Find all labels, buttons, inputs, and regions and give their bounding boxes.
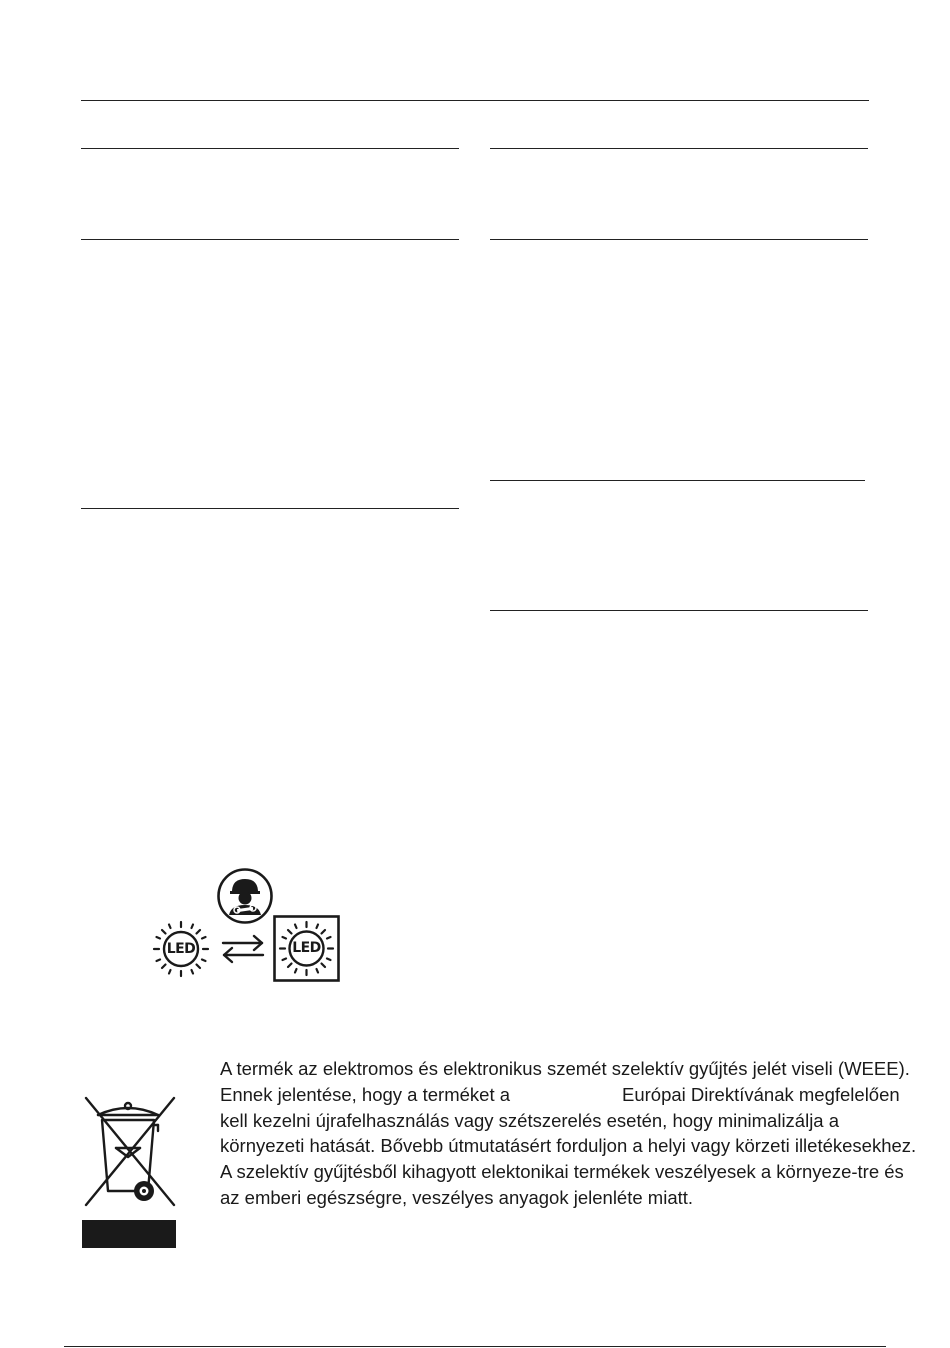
weee-paragraph-3: A szelektív gyűjtésből kihagyott elektonikai termékek veszélyesek a környeze-tre és az emberi egészségre, veszélyes anyagok jelenléte miatt.	[220, 1161, 904, 1208]
weee-paragraph-2-start: Ennek jelentése, hogy a terméket a	[220, 1083, 511, 1105]
top-rule	[81, 100, 869, 101]
weee-paragraph-2-end: Európai Direktívának megfelelően kell kezelni újrafelhasználás vagy szétszerelés esetén, hogy minimalizálja a környezeti hatását. Bővebb útmutatásért forduljon a helyi vagy körzeti illetékesekhez.	[220, 1083, 917, 1157]
weee-paragraph-1: A termék az elektromos és elektronikus szemét szelektív gyűjtés jelét viseli (WEEE).	[220, 1058, 910, 1079]
weee-paragraph-2	[220, 1082, 920, 1159]
crossed-bin-icon	[80, 1093, 180, 1250]
right-rule-1	[490, 148, 868, 149]
technician-icon	[216, 867, 274, 925]
bottom-rule	[64, 1346, 886, 1347]
led-bulb-label: LED	[166, 941, 196, 957]
right-rule-3	[490, 480, 865, 481]
weee-notice	[220, 1056, 920, 1211]
right-rule-2	[490, 239, 868, 240]
swap-arrows-icon	[221, 934, 265, 964]
left-rule-2	[81, 239, 459, 240]
led-module-icon	[273, 915, 340, 982]
right-rule-4	[490, 610, 868, 611]
led-module-label: LED	[292, 940, 321, 956]
left-rule-3	[81, 508, 459, 509]
left-rule-1	[81, 148, 459, 149]
led-bulb-icon	[152, 920, 210, 978]
